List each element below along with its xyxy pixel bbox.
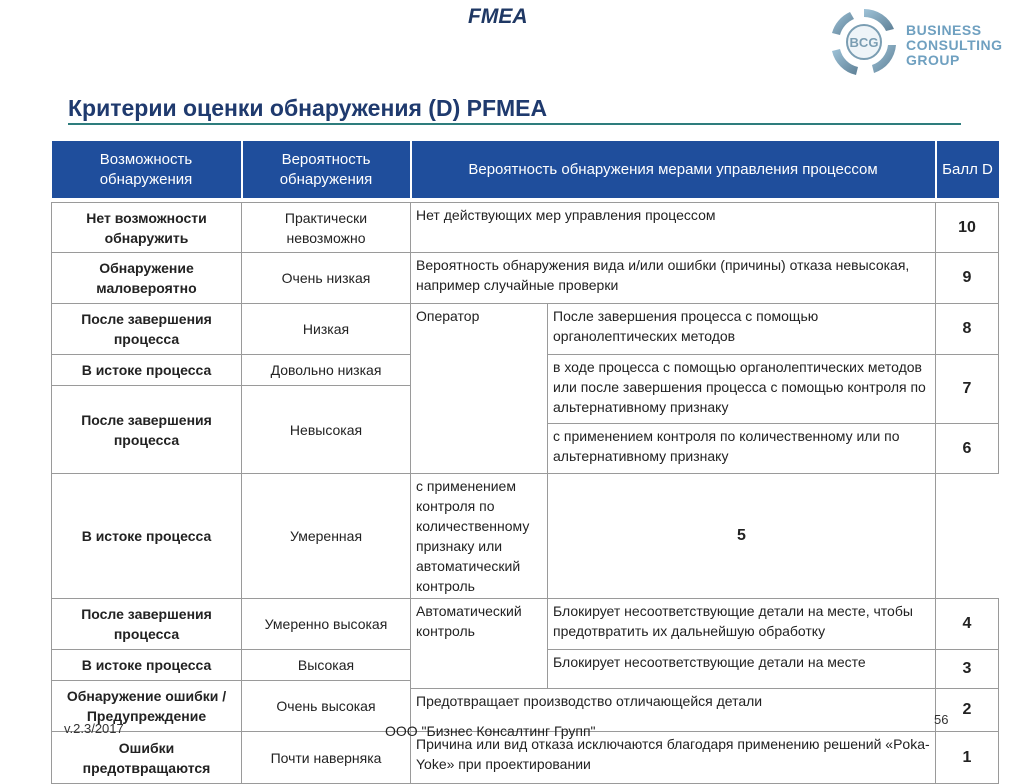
cell-possibility: После завершения процесса — [52, 304, 242, 355]
bcg-logo-text — [906, 23, 1003, 68]
cell-method-automatic: Автоматический контроль — [411, 599, 548, 689]
bcg-logo — [822, 3, 1022, 81]
cell-control: Предотвращает производство отличающейся детали — [411, 689, 936, 732]
cell-likelihood: Довольно низкая — [242, 355, 411, 386]
page-number: 56 — [934, 712, 949, 727]
cell-control: в ходе процесса с помощью органолептических методов или после завершения процесса с помощью контроля по альтернативному признаку — [548, 355, 936, 424]
header-control-likelihood: Вероятность обнаружения мерами управления процессом — [411, 141, 936, 198]
cell-possibility: В истоке процесса — [52, 650, 242, 681]
header-possibility: Возможность обнаружения — [52, 141, 242, 198]
cell-score: 6 — [936, 424, 999, 474]
cell-possibility: Обнаружение маловероятно — [52, 253, 242, 304]
header-likelihood: Вероятность обнаружения — [242, 141, 411, 198]
cell-likelihood: Низкая — [242, 304, 411, 355]
cell-control: Блокирует несоответствующие детали на месте, чтобы предотвратить их дальнейшую обработку — [548, 599, 936, 650]
slide-header-fmea: FMEA — [468, 5, 528, 28]
cell-method-operator: Оператор — [411, 304, 548, 474]
table-row — [52, 253, 999, 304]
cell-possibility: Ошибки предотвращаются — [52, 732, 242, 784]
cell-control: с применением контроля по количественному признаку или автоматический контроль — [411, 474, 548, 599]
cell-possibility: После завершения процесса — [52, 386, 242, 474]
cell-score: 10 — [936, 203, 999, 253]
footer-company: ООО "Бизнес Консалтинг Групп" — [385, 723, 596, 739]
cell-control: с применением контроля по количественному или по альтернативному признаку — [548, 424, 936, 474]
header-score: Балл D — [936, 141, 999, 198]
cell-likelihood: Высокая — [242, 650, 411, 681]
cell-control: Блокирует несоответствующие детали на месте — [548, 650, 936, 689]
cell-score: 8 — [936, 304, 999, 355]
cell-control: Причина или вид отказа исключаются благодаря применению решений «Poka-Yoke» при проектировании — [411, 732, 936, 784]
cell-score: 2 — [936, 689, 999, 732]
title-divider — [68, 123, 961, 125]
cell-possibility: Нет возможности обнаружить — [52, 203, 242, 253]
cell-likelihood: Невысокая — [242, 386, 411, 474]
table-row — [52, 304, 999, 355]
cell-score: 9 — [936, 253, 999, 304]
cell-control: Вероятность обнаружения вида и/или ошибки (причины) отказа невысокая, например случайные проверки — [411, 253, 936, 304]
cell-likelihood: Умеренно высокая — [242, 599, 411, 650]
cell-score: 7 — [936, 355, 999, 424]
logo-line-2: CONSULTING — [906, 37, 1003, 53]
cell-control: Нет действующих мер управления процессом — [411, 203, 936, 253]
logo-line-1: BUSINESS — [906, 22, 982, 38]
svg-text:BCG: BCG — [849, 35, 879, 50]
logo-line-3: GROUP — [906, 52, 960, 68]
page-title: Критерии оценки обнаружения (D) PFMEA — [68, 95, 548, 121]
cell-likelihood: Очень высокая — [242, 681, 411, 732]
cell-control: После завершения процесса с помощью органолептических методов — [548, 304, 936, 355]
cell-score: 4 — [936, 599, 999, 650]
cell-score: 5 — [548, 474, 936, 599]
table-row — [52, 203, 999, 253]
table-row — [52, 599, 999, 650]
cell-score: 1 — [936, 732, 999, 784]
cell-likelihood: Практически невозможно — [242, 203, 411, 253]
footer-version: v.2.3/2017 — [64, 721, 124, 736]
cell-possibility: После завершения процесса — [52, 599, 242, 650]
cell-possibility: Обнаружение ошибки / Предупреждение — [52, 681, 242, 732]
cell-likelihood: Очень низкая — [242, 253, 411, 304]
cell-likelihood: Умеренная — [242, 474, 411, 599]
table-row — [52, 474, 999, 599]
cell-score: 3 — [936, 650, 999, 689]
detection-criteria-table — [51, 141, 999, 784]
table-header-row — [52, 141, 999, 198]
bcg-logo-icon — [822, 3, 906, 81]
cell-possibility: В истоке процесса — [52, 355, 242, 386]
cell-likelihood: Почти наверняка — [242, 732, 411, 784]
table-row — [52, 732, 999, 784]
cell-possibility: В истоке процесса — [52, 474, 242, 599]
